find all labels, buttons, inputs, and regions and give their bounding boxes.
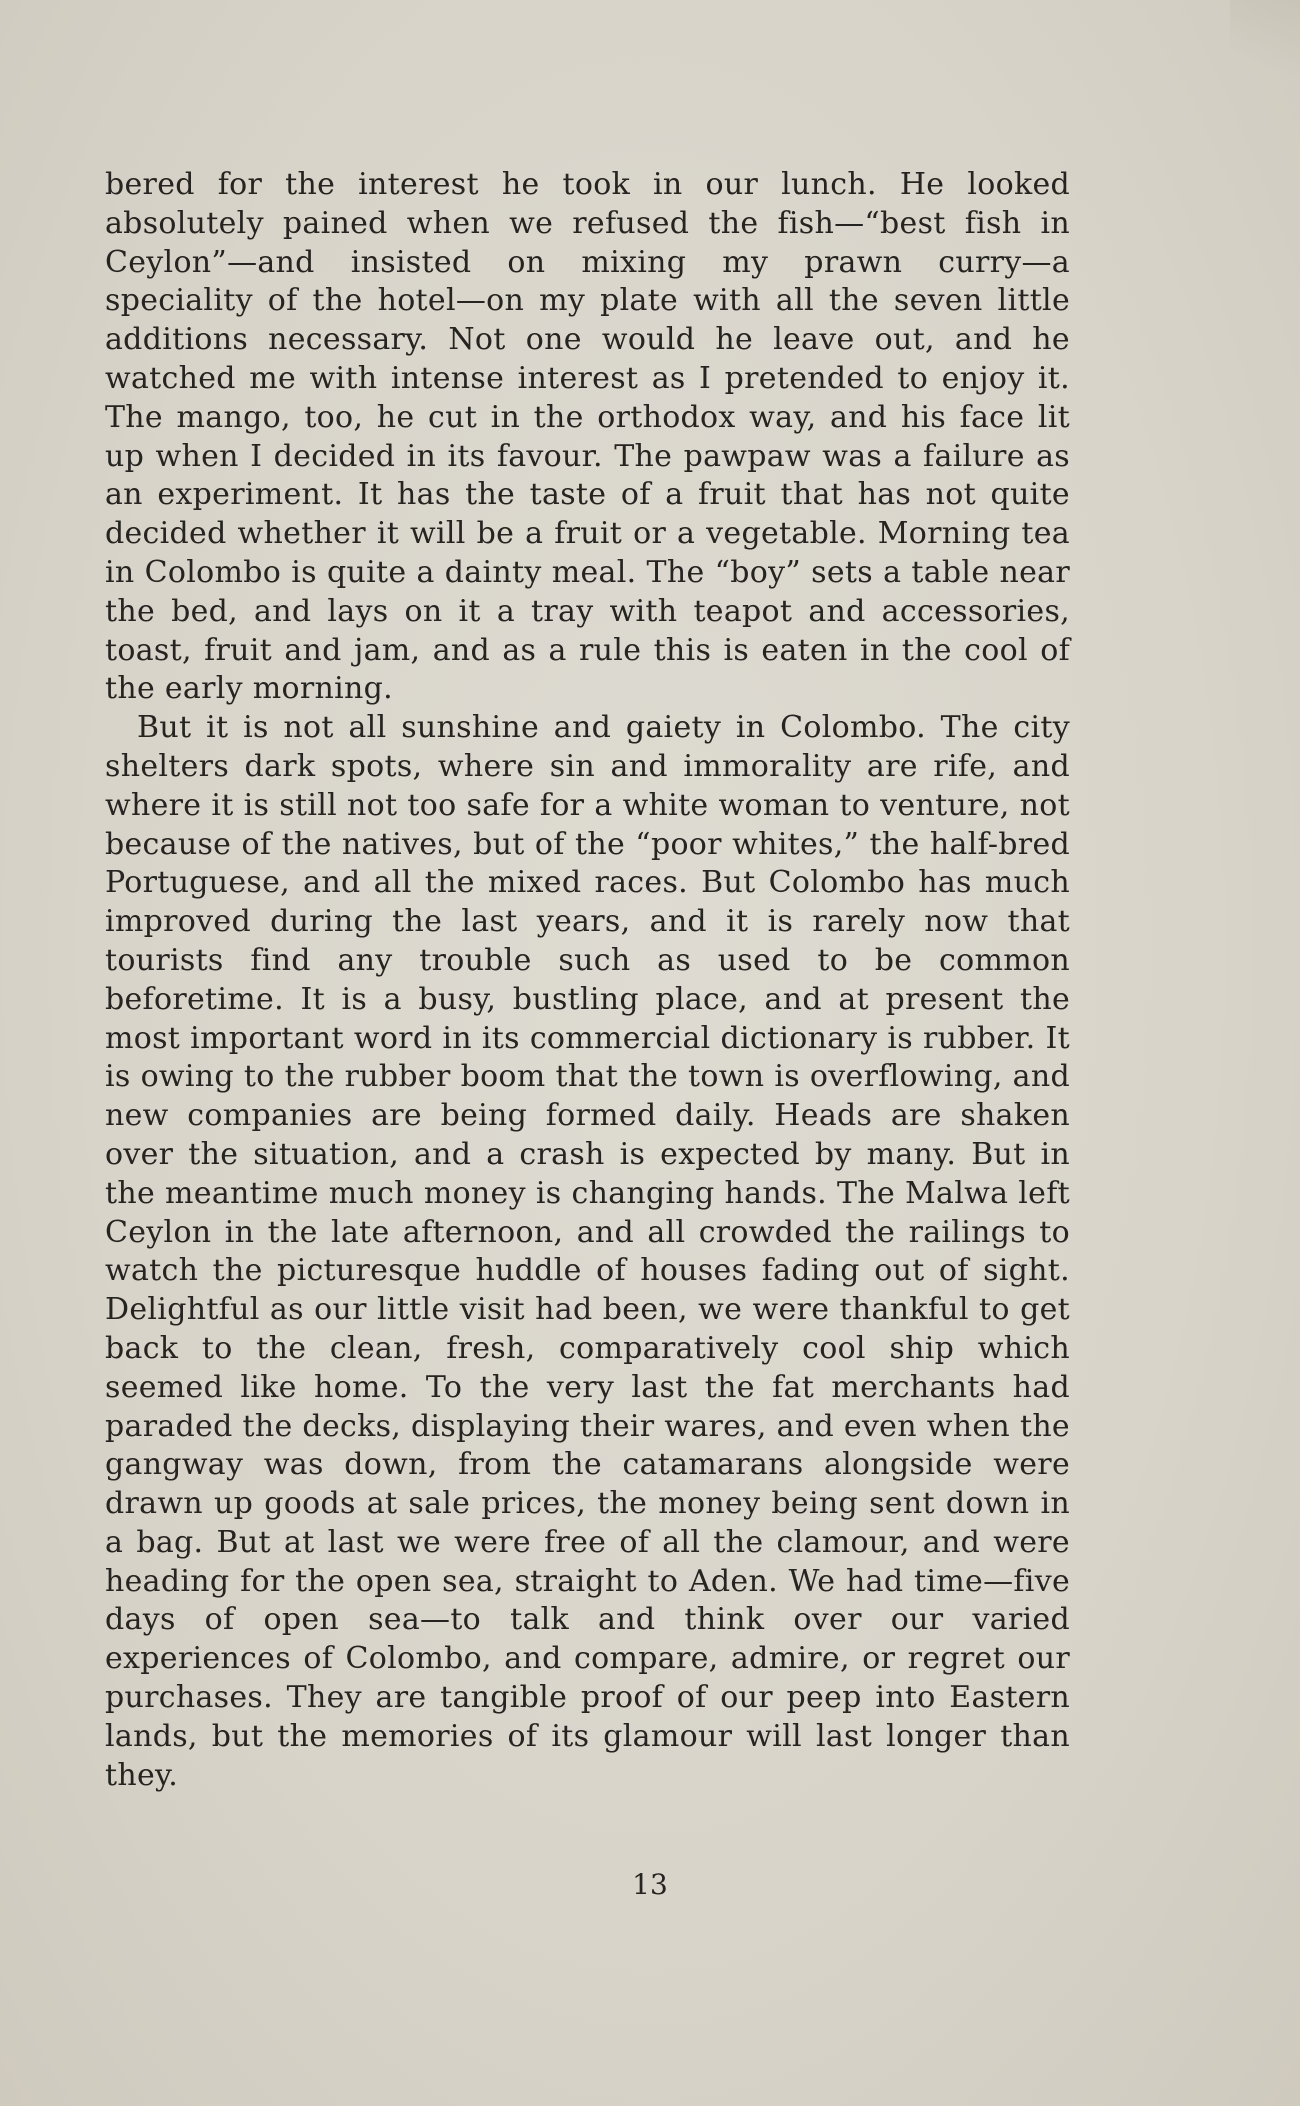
paragraph-continuation: bered for the interest he took in our lunch. He looked absolutely pained when we refused the fish—“best fish in Ceylon”—and insisted on mixing my prawn curry—a speciality of the hotel—on my plate with all the seven little additions necessary. Not one would he leave out, and he watched me with intense interest as I pretended to enjoy it. The mango, too, he cut in the orthodox way, and his face lit up when I decided in its favour. The pawpaw was a failure as an experiment. It has the taste of a fruit that has not quite decided whether it will be a fruit or a vegetable. Morning tea in Colombo is quite a dainty meal. The “boy” sets a table near the bed, and lays on it a tray with teapot and accessories, toast, fruit and jam, and as a rule this is eaten in the cool of the early morning. [105,167,1070,707]
paragraph-colombo: But it is not all sunshine and gaiety in Colombo. The city shelters dark spots, where sin and immorality are rife, and where it is still not too safe for a white woman to venture, not because of the natives, but of the “poor whites,” the half-bred Portuguese, and all the mixed races. But Colombo has much improved during the last years, and it is rarely now that tourists find any trouble such as used to be common beforetime. It is a busy, bustling place, and at present the most important word in its commercial dictionary is rubber. It is owing to the rubber boom that the town is overflowing, and new companies are being formed daily. Heads are shaken over the situation, and a crash is expected by many. But in the meantime much money is changing hands. The Malwa left Ceylon in the late afternoon, and all crowded the railings to watch the picturesque huddle of houses fading out of sight. Delightful as our little visit had been, we were thankful to get back to the clean, fresh, comparatively cool ship which seemed like home. To the very last the fat merchants had paraded the decks, displaying their wares, and even when the gangway was down, from the catamarans alongside were drawn up goods at sale prices, the money being sent down in a bag. But at last we were free of all the clamour, and were heading for the open sea, straight to Aden. We had time—five days of open sea—to talk and think over our varied experiences of Colombo, and compare, admire, or regret our purchases. They are tangible proof of our peep into Eastern lands, but the memories of its glamour will last longer than they. [105,710,1070,1793]
body-text [105,166,1070,1795]
page-number: 13 [632,1868,668,1901]
page-corner-shadow [1230,0,1300,110]
